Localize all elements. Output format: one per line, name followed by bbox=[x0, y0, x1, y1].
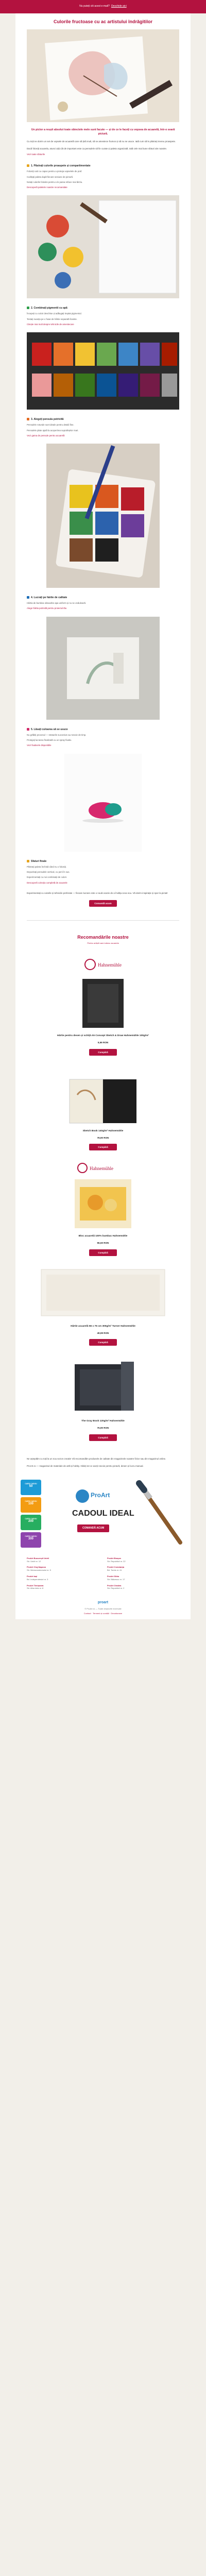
section-line: Protejați lucrarea finalizată cu un spray fixativ. bbox=[27, 739, 72, 742]
copyright: © ProArt.ro — Toate drepturile rezervate bbox=[84, 1607, 122, 1611]
closing-paragraph: Experimentați cu culorile și tehnicile preferate — fiecare lucrare este o nouă ocazie de a învăța ceva nou. Vă dorim inspirație și spor la pictat! bbox=[27, 891, 168, 894]
top-bar bbox=[0, 0, 206, 13]
gift-card-1: CARD CADOU 50 bbox=[25, 1482, 37, 1488]
footer-logo[interactable]: proart bbox=[97, 1601, 109, 1605]
banner-order-button[interactable]: COMANDĂ ACUM bbox=[77, 1524, 109, 1532]
section-heading: Sfaturi finale bbox=[27, 860, 179, 863]
buy-button[interactable]: Cumpără bbox=[89, 1049, 117, 1056]
intro-paragraph-2: Dacă folosiți acuarela, atunci știți cât de important este ca pensulele să fie curate și paleta organizată. Iată cele mai bune sfaturi ale noastre. bbox=[27, 147, 167, 150]
bullet-icon bbox=[27, 860, 29, 862]
recommendations-subtitle: Pentru artiștii care iubesc acuarela bbox=[87, 942, 119, 945]
bullet-icon bbox=[27, 596, 29, 599]
brand-logo-text: Hahnemühle bbox=[98, 962, 122, 968]
section-link[interactable]: Descoperă colecția completă de acuarele bbox=[27, 881, 67, 884]
product-card[interactable] bbox=[27, 1064, 179, 1151]
product-name[interactable]: Bloc acuarelă 100% bumbac Hahnemühle bbox=[78, 1235, 128, 1238]
product-card[interactable] bbox=[27, 1354, 179, 1441]
section-line: Păstrați paleta închisă când nu o folosiți. bbox=[27, 865, 66, 868]
store-address: Str. Memorandumului nr. 5 bbox=[27, 1569, 51, 1572]
product-name[interactable]: Sketch Book 140g/m² Hahnemühle bbox=[82, 1129, 124, 1132]
top-bar-text: Nu puteți citi acest e-mail? bbox=[79, 5, 110, 8]
stores-list bbox=[15, 1553, 191, 1595]
footer-paragraph: Ne așteptăm cu toții la un nou sezon creativ! Vă recomandăm produsele de calitate din magazinele noastre fizice sau din magazinul online. bbox=[27, 1458, 166, 1460]
section-line: Folosiți cutii cu capac pentru a proteja vopselele de praf. bbox=[27, 170, 82, 173]
section-line: Începeți cu culori deschise și adăugați treptat pigmentul. bbox=[27, 312, 82, 315]
product-price: 5,59 RON bbox=[97, 1041, 109, 1044]
buy-button[interactable]: Cumpără bbox=[89, 1144, 117, 1150]
section-heading: 3. Alegeți pensula potrivită bbox=[27, 418, 179, 421]
footer-links[interactable]: Contact · Termeni și condiții · Dezabonare bbox=[83, 1612, 123, 1615]
product-name[interactable]: The Gray Book 120g/m² Hahnemühle bbox=[81, 1420, 125, 1423]
store-name[interactable]: ProArt Brașov bbox=[107, 1556, 122, 1560]
footer-text-block bbox=[15, 1452, 191, 1476]
section-heading: 1. Păstrați culorile proaspete și compartimentate bbox=[27, 164, 179, 168]
product-card[interactable] bbox=[27, 1159, 179, 1256]
gift-headline: CADOUL IDEAL bbox=[72, 1509, 134, 1518]
section-link[interactable]: Vezi gama de pensule pentru acuarelă bbox=[27, 434, 65, 437]
divider bbox=[27, 920, 179, 921]
intro-paragraph: Cu toții ne dorim un set de vopsele de acuarelă care să țină mult, să se amestece frumos și să nu se usuce. Iată cum să le păstrați mereu proaspete. bbox=[27, 140, 176, 143]
store-name[interactable]: ProArt București Unirii bbox=[27, 1556, 49, 1560]
product-price: 76,90 RON bbox=[97, 1427, 109, 1430]
product-image bbox=[75, 953, 131, 1030]
product-name[interactable]: Hârtie pentru desen și schiță A5 Concept Sketch & Draw Hahnemühle 100g/m² bbox=[57, 1034, 149, 1037]
paper-photo bbox=[46, 617, 160, 720]
section-heading: 4. Lucrați pe hârtie de calitate bbox=[27, 596, 179, 600]
store-address: Str. Alba Iulia nr. 8 bbox=[27, 1587, 44, 1590]
recommendations-title: Recomandările noastre bbox=[77, 935, 129, 940]
gift-card-3: CARD CADOU 200 bbox=[25, 1517, 37, 1523]
store-name[interactable]: ProArt Constanța bbox=[107, 1566, 125, 1569]
watercolor-tray-photo bbox=[27, 332, 179, 410]
stores-column-left bbox=[27, 1557, 99, 1590]
store-name[interactable]: ProArt Oradea bbox=[107, 1584, 122, 1587]
store-name[interactable]: ProArt Sibiu bbox=[107, 1574, 119, 1578]
gift-card-4: CARD CADOU 300 bbox=[25, 1535, 37, 1540]
section-line: Depozitați pensulele vertical, cu perii în sus. bbox=[27, 871, 70, 874]
store-address: Str. Republicii nr. 2 bbox=[107, 1587, 125, 1590]
store-address: Str. Republicii nr. 22 bbox=[107, 1560, 126, 1563]
intro-highlight: Un pictor a reușit absolut toate obiectele mele sunt facute — și de ce le faceți cu vopsea de acuarelă, într-o seară pictură. bbox=[31, 128, 175, 135]
store-name[interactable]: ProArt Iași bbox=[27, 1574, 38, 1578]
paint-drop-photo bbox=[64, 754, 142, 852]
buy-button[interactable]: Cumpără bbox=[89, 1434, 117, 1441]
bottom-bar bbox=[15, 1595, 191, 1619]
product-image bbox=[64, 1354, 142, 1416]
product-image bbox=[67, 1159, 139, 1231]
order-now-button[interactable]: Comandă acum bbox=[89, 900, 117, 907]
store-address: Bd. Independenței nr. 3 bbox=[27, 1578, 48, 1581]
section-line: Hârtia de bumbac absoarbe apa uniform și nu se ondulează. bbox=[27, 602, 87, 605]
article-card bbox=[15, 13, 191, 1452]
svg-text:Hahnemühle: Hahnemühle bbox=[90, 1166, 113, 1172]
brush-palette-photo bbox=[46, 444, 160, 588]
bullet-icon bbox=[27, 418, 29, 420]
bullet-icon bbox=[27, 307, 29, 309]
section-line: Notați culorile folosite pentru a le putea reface mai târziu. bbox=[27, 180, 83, 183]
section-line: Curățați paleta după fiecare sesiune de pictură. bbox=[27, 175, 74, 178]
section-line: Experimentați cu noi combinații de culori. bbox=[27, 876, 67, 879]
store-name[interactable]: ProArt Cluj-Napoca bbox=[27, 1566, 46, 1569]
bullet-icon bbox=[27, 728, 29, 731]
gift-card-banner[interactable] bbox=[15, 1476, 191, 1553]
gift-card-2: CARD CADOU 100 bbox=[25, 1500, 37, 1505]
palette-photo bbox=[27, 195, 179, 298]
product-card[interactable] bbox=[27, 953, 179, 1056]
footer-paragraph: ProArt.ro — magazinul de materiale de artă și hobby. Găsiți tot ce aveți nevoie pentru pictură, desen și lucru manual. bbox=[27, 1465, 144, 1468]
section-link[interactable]: Vezi fixativele disponibile bbox=[27, 744, 52, 747]
bullet-icon bbox=[27, 164, 29, 167]
product-price: 96,50 RON bbox=[97, 1242, 109, 1245]
section-link[interactable]: Alege hârtia potrivită pentru proiectul tău bbox=[27, 607, 67, 610]
section-line: Pensulele plate ajută la acoperirea suprafețelor mari. bbox=[27, 429, 79, 432]
article-title: Culorile fructoase cu ac artistului îndrăgitilor bbox=[53, 19, 153, 24]
product-image bbox=[64, 1064, 142, 1126]
store-name[interactable]: ProArt Timișoara bbox=[27, 1584, 44, 1587]
store-address: Str. Unirii nr. 12 bbox=[27, 1560, 41, 1563]
section-line: Pensulele rotunde sunt ideale pentru detalii fine. bbox=[27, 423, 74, 427]
section-line: Testați nuanța pe o foaie de hârtie separată înainte. bbox=[27, 317, 77, 320]
hero-image bbox=[27, 29, 179, 122]
section-heading: 2. Combinați pigmentii cu apă bbox=[27, 307, 179, 310]
product-price: 78,90 RON bbox=[97, 1136, 109, 1139]
open-in-browser-link[interactable]: Deschide aici bbox=[111, 5, 127, 8]
product-card[interactable] bbox=[27, 1264, 179, 1346]
product-price: 49,99 RON bbox=[97, 1331, 109, 1334]
buy-button[interactable]: Cumpără bbox=[89, 1249, 117, 1256]
section-heading: 5. Lăsați culoarea să se usuce bbox=[27, 728, 179, 732]
section-link[interactable]: Descoperă paletele noastre recomandate bbox=[27, 185, 67, 189]
section-line: Nu grăbiți procesul — straturile succesive au nevoie de timp. bbox=[27, 733, 87, 736]
section-link[interactable]: Citește mai mult despre tehnicile de amestecare bbox=[27, 323, 74, 326]
intro-link[interactable]: Vezi toate sfaturile bbox=[27, 152, 45, 156]
proart-logo: ProArt bbox=[91, 1491, 110, 1499]
stores-column-right bbox=[107, 1557, 179, 1590]
buy-button[interactable]: Cumpără bbox=[89, 1339, 117, 1346]
product-image bbox=[36, 1264, 170, 1321]
product-name[interactable]: Hârtie acuarelă 56 x 76 cm 300g/m² Turner Hahnemühle bbox=[71, 1325, 135, 1328]
store-address: Bd. Tomis nr. 41 bbox=[107, 1569, 122, 1572]
store-address: Str. Bălcescu nr. 17 bbox=[107, 1578, 125, 1581]
